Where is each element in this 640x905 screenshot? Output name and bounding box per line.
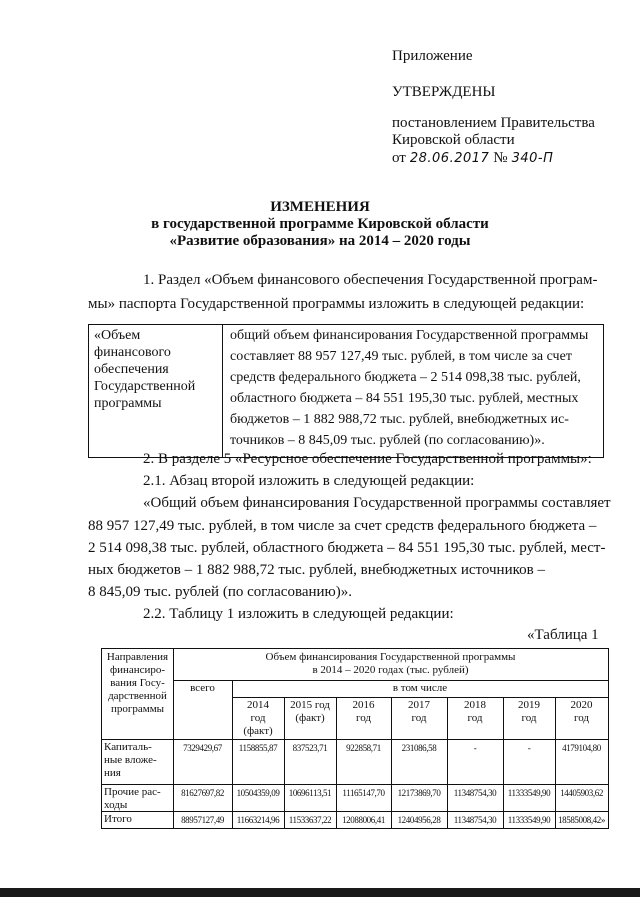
table-cell: 12404956,28 <box>397 815 441 825</box>
grid-line <box>102 784 608 785</box>
year-header-line: год <box>355 712 372 724</box>
appendix-label: Приложение <box>392 48 473 64</box>
corner-header-line: программы <box>110 703 165 715</box>
row-label-line: Капиталь- <box>104 741 152 753</box>
decree-line-2: Кировской области <box>392 132 515 148</box>
corner-header-line: дарственной <box>108 690 167 702</box>
passport-value-line: средств федерального бюджета – 2 514 098,38 тыс. рублей, <box>230 370 581 385</box>
funding-header-line-1: Объем финансирования Государственной программы <box>265 651 516 663</box>
table-cell: 88957127,49 <box>181 815 224 825</box>
row-label-line: ния <box>104 767 121 779</box>
document-subtitle-1: в государственной программе Кировской области <box>151 216 489 232</box>
passport-value-line: составляет 88 957 127,49 тыс. рублей, в том числе за счет <box>230 349 572 364</box>
year-header-2016 <box>336 699 391 725</box>
document-subtitle-2: «Развитие образования» на 2014 – 2020 годы <box>169 233 471 249</box>
year-header-line: год <box>521 712 537 724</box>
grid-line <box>102 739 608 740</box>
passport-label-line: программы <box>94 396 162 411</box>
table-cell: 11348754,30 <box>453 788 497 798</box>
table-cell: 18585008,42» <box>558 815 605 825</box>
row-label-line: Прочие рас- <box>104 786 161 798</box>
passport-value-line: бюджетов – 1 882 988,72 тыс. рублей, внебюджетных ис- <box>230 412 569 427</box>
year-header-line: 2020 <box>570 699 593 711</box>
decree-date-line <box>392 149 553 167</box>
table-cell: 4179104,80 <box>562 743 601 753</box>
year-header-line: (факт) <box>295 712 325 724</box>
approved-label: УТВЕРЖДЕНЫ <box>392 84 496 100</box>
table-cell: 7329429,67 <box>183 743 222 753</box>
year-header-2020 <box>555 699 608 725</box>
quote-line: ных бюджетов – 1 882 988,72 тыс. рублей, внебюджетных источников – <box>88 562 545 578</box>
number-prefix: № <box>493 150 508 166</box>
row-label-other <box>104 786 161 812</box>
grid-line <box>102 811 608 812</box>
table-cell: 837523,71 <box>292 743 328 753</box>
year-header-line: 2015 год <box>290 699 330 711</box>
year-header-2015 <box>284 699 336 725</box>
year-header-line: год <box>467 712 483 724</box>
year-header-2017 <box>391 699 447 725</box>
row-label-line: ные вложе- <box>104 754 157 766</box>
table-cell: 11333549,90 <box>507 815 551 825</box>
paragraph-1-line-1: 1. Раздел «Объем финансового обеспечения Государственной програм- <box>143 272 598 288</box>
table-cell: 1158855,87 <box>238 743 278 753</box>
including-header: в том числе <box>392 682 448 694</box>
table-cell: - <box>473 743 477 753</box>
quote-line: 8 845,09 тыс. рублей (по согласованию)». <box>88 584 352 600</box>
scan-edge-bar <box>0 888 640 897</box>
year-header-line: 2017 <box>408 699 430 711</box>
quote-line: 88 957 127,49 тыс. рублей, в том числе за счет средств федерального бюджета – <box>88 518 597 534</box>
table-cell: 11348754,30 <box>453 815 497 825</box>
quote-line: 2 514 098,38 тыс. рублей, областного бюджета – 84 551 195,30 тыс. рублей, мест- <box>88 540 606 556</box>
row-label-total: Итого <box>104 813 132 825</box>
table-cell: 11165147,70 <box>342 788 385 798</box>
year-header-line: 2018 <box>464 699 486 711</box>
passport-value-line: областного бюджета – 84 551 195,30 тыс. рублей, местных <box>230 391 579 406</box>
year-header-2018 <box>447 699 503 725</box>
passport-label-line: «Объем <box>94 328 141 343</box>
funding-header-line-2: в 2014 – 2020 годах (тыс. рублей) <box>312 664 469 676</box>
table-cell: 10504359,09 <box>236 788 280 798</box>
handwritten-number: 340-П <box>511 151 554 166</box>
table-cell: 10696113,51 <box>288 788 332 798</box>
finance-table <box>101 648 609 829</box>
year-header-line: год <box>250 712 266 724</box>
total-header: всего <box>190 682 215 694</box>
section-2-heading: 2. В разделе 5 «Ресурсное обеспечение Государственной программы»: <box>143 451 592 467</box>
table-cell: 12173869,70 <box>397 788 441 798</box>
year-header-line: год <box>573 712 590 724</box>
corner-header-line: вания Госу- <box>110 677 165 689</box>
corner-header-line: Направления <box>106 651 169 663</box>
table-cell: 922858,71 <box>346 743 381 753</box>
passport-label-line: обеспечения <box>94 362 169 377</box>
document-title: ИЗМЕНЕНИЯ <box>270 199 370 215</box>
year-header-line: 2016 <box>352 699 375 711</box>
passport-table <box>88 324 604 458</box>
handwritten-date: 28.06.2017 <box>409 151 490 166</box>
table-cell: 11533637,22 <box>288 815 332 825</box>
quote-line: «Общий объем финансирования Государственной программы составляет <box>143 495 611 511</box>
corner-header <box>102 651 173 716</box>
table-cell: 81627697,82 <box>181 788 224 798</box>
corner-header-line: финансиро- <box>109 664 166 676</box>
year-header-2014 <box>232 699 284 738</box>
passport-label-line: финансового <box>94 345 171 360</box>
funding-header <box>173 651 608 677</box>
table-caption: «Таблица 1 <box>527 627 599 643</box>
passport-label-line: Государственной <box>94 379 196 394</box>
table-cell: 231086,58 <box>401 743 437 753</box>
table-cell: 14405903,62 <box>560 788 603 798</box>
decree-line-1: постановлением Правительства <box>392 115 595 131</box>
table-cell: - <box>527 743 531 753</box>
year-header-line: 2014 <box>247 699 269 711</box>
year-header-line: год <box>411 712 427 724</box>
table-cell: 11663214,96 <box>236 815 280 825</box>
passport-value-line: точников – 8 845,09 тыс. рублей (по согласованию)». <box>230 433 545 448</box>
table-cell: 12088006,41 <box>342 815 385 825</box>
paragraph-1-line-2: мы» паспорта Государственной программы изложить в следующей редакции: <box>88 296 585 312</box>
item-2-1: 2.1. Абзац второй изложить в следующей редакции: <box>143 473 475 489</box>
passport-value-line: общий объем финансирования Государственной программы <box>230 328 589 343</box>
year-header-line: 2019 <box>518 699 540 711</box>
row-label-line: ходы <box>104 799 128 811</box>
grid-line <box>232 697 608 698</box>
year-header-line: (факт) <box>243 725 273 737</box>
row-label-capital <box>104 741 157 780</box>
date-prefix: от <box>392 150 406 166</box>
grid-line <box>173 680 608 681</box>
year-header-2019 <box>503 699 555 725</box>
table-cell: 11333549,90 <box>507 788 551 798</box>
item-2-2: 2.2. Таблицу 1 изложить в следующей редакции: <box>143 606 454 622</box>
